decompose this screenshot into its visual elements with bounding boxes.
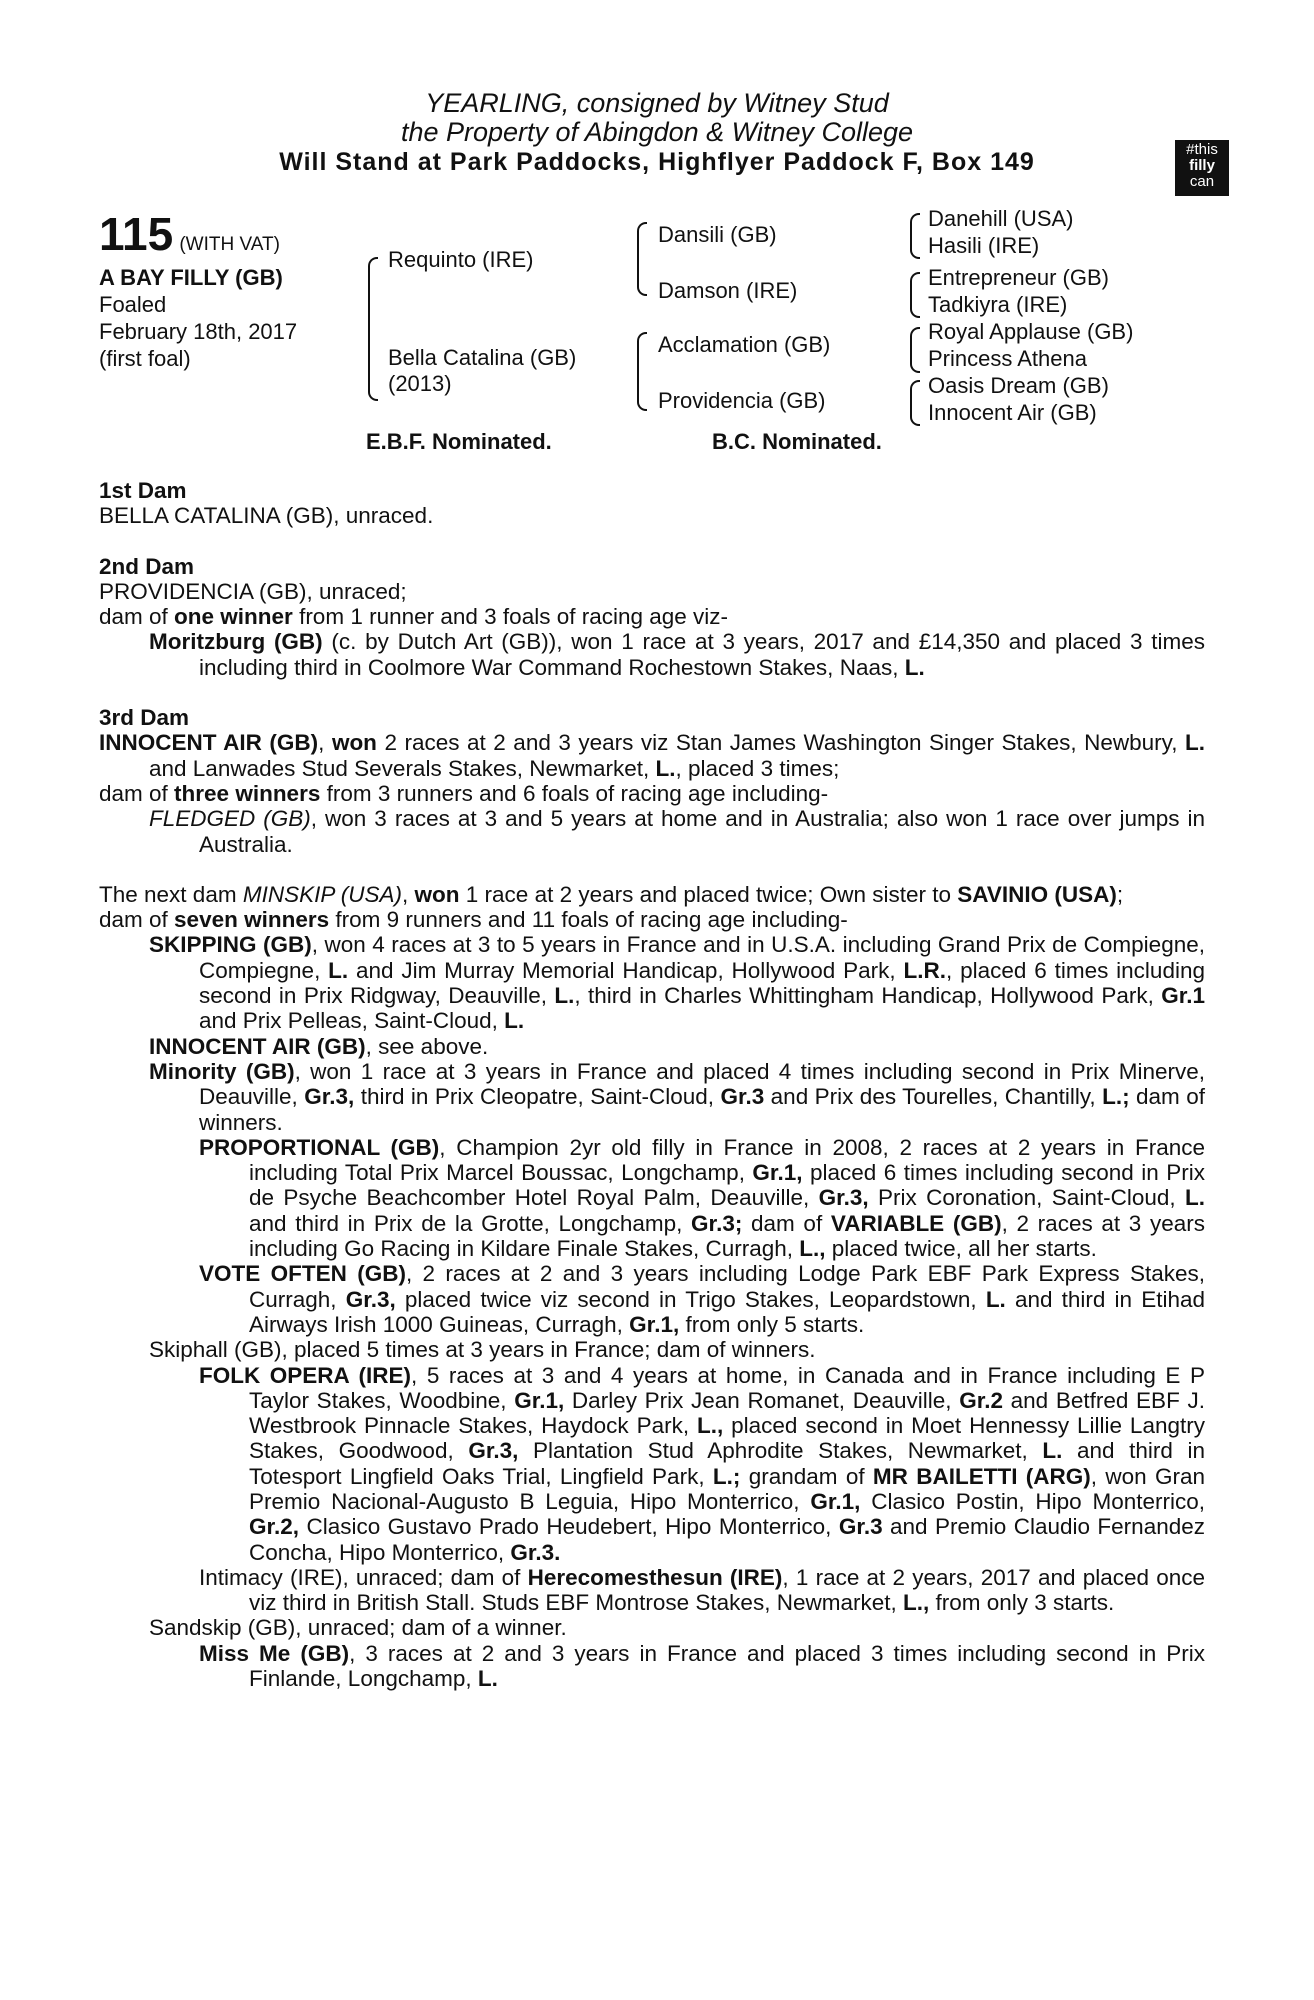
produce-skipping [99,932,1205,1033]
lot-number-line [99,208,280,260]
text: (c. by Dutch Art (GB)), won 1 race at 3 years, 2017 and £14,350 and placed 3 times including third in Coolmore War Command Rochestown Stakes, Naas, [199,629,1206,680]
horse-name: FLEDGED (GB) [149,806,311,832]
catalogue-body [99,478,1205,1691]
race-grade: L. [985,1286,1006,1312]
text: placed 6 times including second in Prix de Psyche Beachcomber Hotel Royal Palm, Deauville, [249,1160,1205,1211]
produce-intimacy [99,1565,1205,1616]
text: , won 4 races at 3 to 5 years in France and in U.S.A. including Grand Prix de Compiegne, Compiegne, [199,932,1205,983]
text: dam of winners. [199,1084,1205,1135]
produce-miss-me [99,1641,1205,1692]
pedigree-sire-dam: Damson (IRE) [658,278,798,303]
third-dam-damof [99,781,1205,806]
text: Intimacy (IRE), unraced; dam of [199,1564,528,1590]
text: , see above. [365,1033,489,1059]
winner-count: three winners [174,780,321,806]
text: Clasico Gustavo Prado Heudebert, Hipo Monterrico, [299,1514,839,1540]
text: from 9 runners and 11 foals of racing age including- [329,907,848,933]
pedigree-dam-year: (2013) [388,371,452,396]
race-grade: L. [328,957,349,983]
text: , Champion 2yr old filly in France in 2008, 2 races at 2 years in France including Total Prix Marcel Boussac, Longchamp, [249,1134,1205,1186]
text: Darley Prix Jean Romanet, Deauville, [564,1387,960,1413]
text: from 1 runner and 3 foals of racing age viz- [292,604,729,630]
race-grade: L. [504,1008,525,1034]
pedigree-brace-g2 [910,272,920,318]
text: , 2 races at 3 years including Go Racing in Kildare Finale Stakes, Curragh, [249,1210,1205,1262]
text: placed second in Moet Hennessy Lillie Langtry Stakes, Goodwood, [249,1413,1205,1464]
produce-skiphall: Skiphall (GB), placed 5 times at 3 years in France; dam of winners. [149,1337,816,1363]
horse-name: Miss Me (GB) [199,1640,350,1666]
race-grade: L., [696,1413,724,1439]
race-grade: Gr.3. [510,1539,561,1565]
horse-name: VOTE OFTEN (GB) [199,1261,406,1287]
text: Clasico Postin, Hipo Monterrico, [860,1488,1206,1514]
text: Plantation Stud Aphrodite Stakes, Newmarket, [518,1438,1043,1464]
lot-foaled-date: February 18th, 2017 [99,319,298,344]
race-grade: L., [902,1590,930,1616]
race-grade: L. [1184,1185,1205,1211]
horse-name: INNOCENT AIR (GB) [99,730,319,756]
horse-name: MR BAILETTI (ARG) [872,1463,1091,1489]
horse-name: Minority (GB) [149,1058,295,1084]
pedigree-dam: Bella Catalina (GB) [388,345,577,370]
race-grade: Gr.3, [468,1438,519,1464]
logo-line-1: #this [1186,141,1218,158]
first-dam-heading: 1st Dam [99,478,187,503]
text: , 3 races at 2 and 3 years in France and placed 3 times including second in Prix Finlande, Longchamp, [249,1640,1206,1692]
race-grade: Gr.1, [752,1160,803,1186]
text: ; [1116,881,1124,907]
won-label: won [331,730,377,756]
produce-innocent-air [99,1034,1205,1059]
second-dam-line-2 [99,604,1205,629]
second-dam-heading: 2nd Dam [99,553,195,579]
text: , won 1 race at 3 years in France and placed 4 times including second in Prix Minerve, Deauville, [199,1058,1206,1110]
race-grade: L. [554,983,575,1009]
text: third in Prix Cleopatre, Saint-Cloud, [354,1084,721,1110]
race-grade: Gr.3 [720,1084,765,1110]
bc-nominated: B.C. Nominated. [712,429,882,454]
pedigree-g6: Princess Athena [928,346,1087,371]
header-line-3: Will Stand at Park Paddocks, Highflyer Paddock F, Box 149 [279,148,1035,176]
race-grade: Gr.2 [959,1387,1003,1413]
race-grade: Gr.3, [818,1185,869,1211]
text: and Premio Claudio Fernandez Concha, Hipo Monterrico, [249,1514,1205,1565]
header-line-1: YEARLING, consigned by Witney Stud [425,88,889,118]
this-filly-can-logo [1175,140,1229,196]
logo-line-2: filly [1189,157,1215,174]
text: and third in Prix de la Grotte, Longchamp, [249,1210,692,1236]
text: , placed 3 times; [675,755,840,781]
race-grade: Gr.3 [838,1514,883,1540]
race-grade: L. [1184,730,1205,756]
race-grade: L.; [1102,1084,1130,1110]
lot-vat: (WITH VAT) [179,234,280,255]
text: and Jim Murray Memorial Handicap, Hollywood Park, [348,957,904,983]
text: dam of [99,907,175,933]
produce-sandskip: Sandskip (GB), unraced; dam of a winner. [149,1615,567,1641]
text: , third in Charles Whittingham Handicap, Hollywood Park, [574,983,1162,1009]
third-dam-heading: 3rd Dam [99,705,190,731]
text: from only 5 starts. [679,1311,865,1337]
text: , 1 race at 2 years, 2017 and placed once viz third in British Stall. Studs EBF Montrose Stakes, Newmarket, [249,1564,1205,1616]
won-label: won [414,881,460,907]
header-line-2: the Property of Abingdon & Witney College [400,117,914,147]
produce-moritzburg [99,629,1205,680]
pedigree-dam-dam: Providencia (GB) [658,388,826,413]
text: The next dam [99,881,243,907]
produce-minority [99,1059,1205,1135]
text: and Prix des Tourelles, Chantilly, [764,1084,1103,1110]
first-dam-text: BELLA CATALINA (GB), unraced. [99,503,434,529]
horse-name: INNOCENT AIR (GB) [149,1033,366,1059]
horse-name: SKIPPING (GB) [149,932,312,958]
text: , placed 6 times including second in Prix Ridgway, Deauville, [199,957,1205,1009]
race-grade: Gr.3; [691,1210,743,1236]
pedigree-g4: Tadkiyra (IRE) [928,292,1068,317]
text: and Betfred EBF J. Westbrook Pinnacle Stakes, Haydock Park, [249,1387,1205,1439]
text: Prix Coronation, Saint-Cloud, [868,1185,1185,1211]
race-grade: L. [904,654,925,680]
pedigree-brace-dam-line [637,332,647,411]
race-grade: L., [799,1236,826,1262]
race-grade: Gr.2, [249,1514,300,1540]
text: grandam of [740,1463,873,1489]
text: , 2 races at 2 and 3 years including Lodge Park EBF Park Express Stakes, Curragh, [249,1261,1205,1312]
pedigree-g2: Hasili (IRE) [928,233,1040,258]
race-grade: Gr.1, [514,1387,565,1413]
lot-note: (first foal) [99,346,191,371]
text: dam of [742,1210,831,1236]
race-grade: Gr.1, [810,1488,861,1514]
text: , won 3 races at 3 and 5 years at home and in Australia; also won 1 race over jumps in Australia. [199,806,1205,857]
race-grade: L. [655,755,676,781]
race-grade: Gr.3, [345,1286,396,1312]
pedigree-sire-sire: Dansili (GB) [658,222,777,247]
next-dam-damof [99,907,1205,932]
text: and third in Etihad Airways Irish 1000 Guineas, Curragh, [249,1286,1205,1337]
second-dam-line-1: PROVIDENCIA (GB), unraced; [99,578,407,604]
text: and Prix Pelleas, Saint-Cloud, [199,1008,505,1034]
race-grade: L.; [712,1463,741,1489]
text: 2 races at 2 and 3 years viz Stan James Washington Singer Stakes, Newbury, [376,730,1185,756]
race-grade: Gr.1, [629,1311,680,1337]
next-dam-minskip: The next dam MINSKIP (USA), won 1 race at 2 years and placed twice; Own sister to SAVINIO (USA); [99,881,1124,907]
ebf-nominated: E.B.F. Nominated. [366,429,552,454]
pedigree-g1: Danehill (USA) [928,206,1074,231]
text: , won Gran Premio Nacional-Augusto B Leguia, Hipo Monterrico, [249,1463,1205,1514]
horse-name: VARIABLE (GB) [830,1210,1002,1236]
text: placed twice, all her starts. [825,1236,1097,1262]
pedigree-g3: Entrepreneur (GB) [928,265,1109,290]
horse-name: Herecomesthesun (IRE) [527,1564,783,1590]
race-grade: L.R. [903,957,947,983]
pedigree-brace-g4 [910,380,920,426]
pedigree-g8: Innocent Air (GB) [928,400,1097,425]
text: placed twice viz second in Trigo Stakes, Leopardstown, [395,1286,986,1312]
third-dam-innocent-air: INNOCENT AIR (GB), won 2 races at 2 and 3 years viz Stan James Washington Singer Stakes, Newbury, L. and Lanwades Stud Severals Stakes, Newmarket, L., placed 3 times; [99,730,1205,781]
text: from only 3 starts. [929,1590,1115,1616]
lot-foaled-label: Foaled [99,292,167,317]
pedigree-g7: Oasis Dream (GB) [928,373,1109,398]
pedigree-brace-sire-dam [368,257,378,401]
horse-name: PROPORTIONAL (GB) [199,1134,440,1160]
winner-count: seven winners [174,907,330,933]
race-grade: Gr.3, [304,1084,355,1110]
horse-name: MINSKIP (USA) [242,881,403,907]
race-grade: L. [1042,1438,1063,1464]
produce-fledged [99,806,1205,857]
text: and Lanwades Stud Severals Stakes, Newmarket, [149,755,656,781]
text: dam of [99,780,175,806]
pedigree-g5: Royal Applause (GB) [928,319,1134,344]
race-grade: Gr.1 [1161,983,1205,1009]
produce-proportional [99,1135,1205,1261]
lot-name: A BAY FILLY (GB) [99,265,283,290]
text: 1 race at 2 years and placed twice; Own sister to [459,881,958,907]
pedigree-brace-sire-line [637,222,647,296]
horse-name: SAVINIO (USA) [957,881,1117,907]
text: , 5 races at 3 and 4 years at home, in Canada and in France including E P Taylor Stakes, Woodbine, [249,1362,1205,1413]
logo-line-3: can [1189,173,1215,190]
produce-vote-often [99,1261,1205,1337]
race-grade: L. [477,1666,498,1692]
winner-count: one winner [174,604,293,630]
lot-number: 115 [99,208,174,260]
pedigree-brace-g3 [910,327,920,373]
text: from 3 runners and 6 foals of racing age including- [320,780,829,806]
pedigree-sire: Requinto (IRE) [388,247,534,272]
pedigree-brace-g1 [910,213,920,259]
horse-name: Moritzburg (GB) [149,629,323,655]
text: dam of [99,604,175,630]
horse-name: FOLK OPERA (IRE) [199,1362,412,1388]
produce-folk-opera [99,1363,1205,1565]
text: and third in Totesport Lingfield Oaks Trial, Lingfield Park, [249,1438,1206,1489]
pedigree-dam-sire: Acclamation (GB) [658,332,831,357]
